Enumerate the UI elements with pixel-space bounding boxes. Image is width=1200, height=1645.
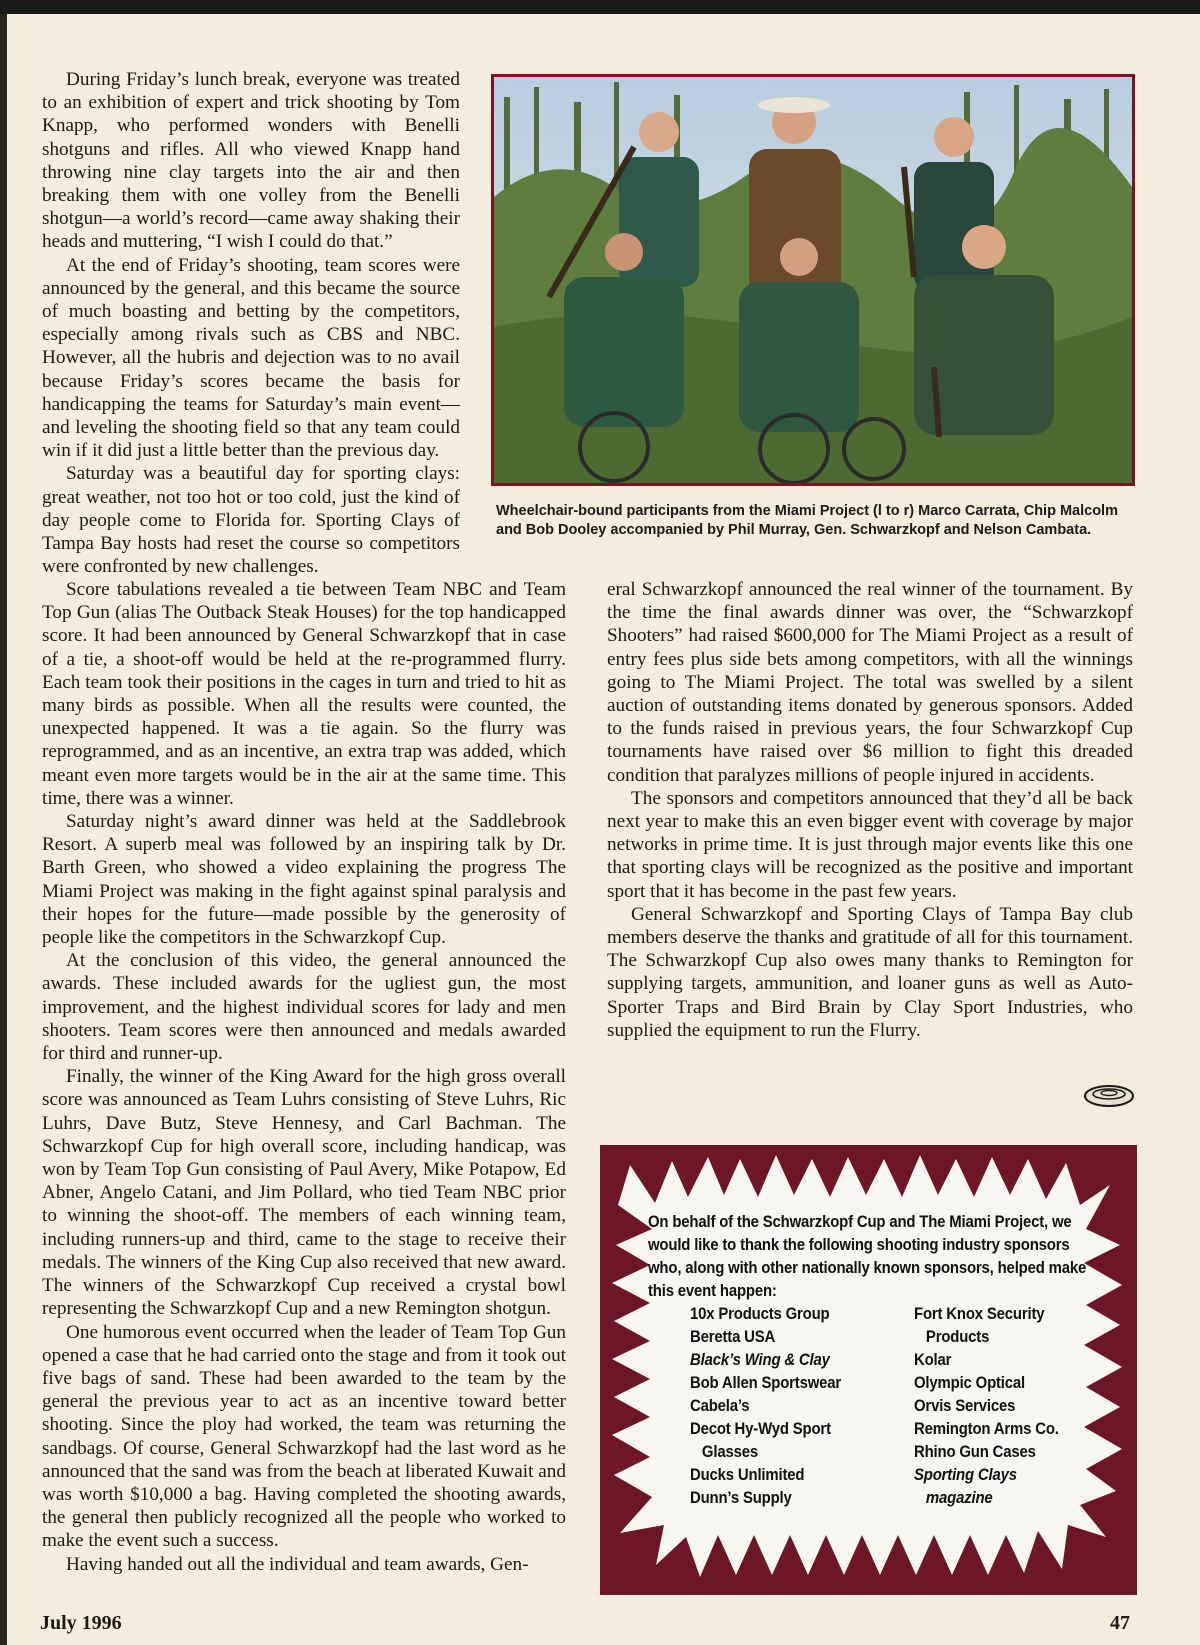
sponsor-item: Bob Allen Sportswear xyxy=(690,1373,842,1392)
paragraph: At the end of Friday’s shooting, team scores were announced by the general, and this became the source of much boasting and betting by the competitors, especially among rivals such as CBS and NBC. However, all the hubris and dejection was to no avail because Friday’s scores became the basis for handicapping the teams for Saturday’s main event—and leveling the shooting field so that any team could win if it did just a little better than the previous day. xyxy=(42,254,460,462)
sponsor-item: Decot Hy-Wyd Sport xyxy=(690,1419,831,1438)
photo-illustration xyxy=(494,77,1132,483)
paragraph: eral Schwarzkopf announced the real winner of the tournament. By the time the final awards dinner was over, the “Schwarzkopf Shooters” had raised $600,000 for The Miami Project as a result of entry fees plus side bets among competitors, with all the winnings going to The Miami Project. The total was swelled by a silent auction of outstanding items donated by generous sponsors. Added to the funds raised in previous years, the four Schwarzkopf Cup tournaments have raised over $6 million to fight this dreaded condition that paralyzes millions of people injured in accidents. xyxy=(607,579,1133,786)
sponsor-list xyxy=(648,1210,1108,1532)
paragraph: The sponsors and competitors announced that they’d all be back next year to make this an even bigger event with coverage by major networks in prime time. It is just through major events like this one that sporting clays will be recognized as the positive and important sport that it has become in the past few years. xyxy=(607,787,1133,902)
paragraph: One humorous event occurred when the leader of Team Top Gun opened a case that he had carried onto the stage and from it took out five bags of sand. These had been awarded to the team by the general the previous year to act as an incentive toward better shooting. Since the ploy had worked, the team was returning the sandbags. Of course, General Schwarzkopf had the last word as he announced that the sand was from the beach at liberated Kuwait and was worth $10,000 a bag. Having completed the shooting awards, the general then publicly recognized all the people who worked to make the event such a success. xyxy=(42,1321,566,1552)
paragraph: During Friday’s lunch break, everyone was treated to an exhibition of expert and trick shooting by Tom Knapp, who performed wonders with Benelli shotguns and rifles. All who viewed Knapp hand throwing nine clay targets into the air and then breaking them with one volley from the Benelli shotgun—a world’s record—came away shaking their heads and muttering, “I wish I could do that.” xyxy=(42,69,460,253)
sponsor-item: Olympic Optical xyxy=(914,1373,1026,1392)
paragraph: Saturday night’s award dinner was held at the Saddlebrook Resort. A superb meal was followed by an inspiring talk by Dr. Barth Green, who showed a video explaining the progress The Miami Project was making in the fight against spinal paralysis and their hopes for the future—made possible by the generosity of people like the competitors in the Schwarzkopf Cup. xyxy=(42,811,566,949)
article-column-right xyxy=(607,578,1133,1042)
sponsor-intro: On behalf of the Schwarzkopf Cup and The Miami Project, we would like to thank the following shooting industry sponsors who, along with other nationally known sponsors, helped make this event happen: xyxy=(648,1212,1087,1300)
top-edge-bar xyxy=(0,0,1200,14)
paragraph: Having handed out all the individual and team awards, Gen- xyxy=(66,1553,529,1575)
photo-caption: Wheelchair-bound participants from the Miami Project (l to r) Marco Carrata, Chip Malcolm and Bob Dooley accompanied by Phil Murray, Gen. Schwarzkopf and Nelson Cambata. xyxy=(496,503,1118,538)
sponsor-item: Cabela’s xyxy=(690,1396,750,1415)
paragraph: Finally, the winner of the King Award for the high gross overall score was announced as Team Luhrs consisting of Steve Luhrs, Ric Luhrs, Dave Butz, Steve Hennesy, and Carl Bachman. The Schwarzkopf Cup for high overall score, including handicap, was won by Team Top Gun consisting of Paul Avery, Mike Potapow, Ed Abner, Angelo Catani, and Jim Pollard, who tied Team NBC prior to winning the shoot-off. The members of each winning team, including runners-up and third, came to the stage to receive their medals. The winners of the King Cup also received that new award. The winners of the Schwarzkopf Cup received a crystal bowl representing the Schwarzkopf Cup and a new Remington shotgun. xyxy=(42,1066,566,1320)
article-column-left xyxy=(42,578,566,1576)
sponsor-column-1 xyxy=(690,1302,858,1509)
sponsor-item: Orvis Services xyxy=(914,1396,1016,1415)
sponsor-item: Sporting Clays xyxy=(914,1465,1017,1484)
sponsor-item: Glasses xyxy=(690,1442,758,1461)
left-page-edge xyxy=(0,14,7,1645)
sponsor-item: Rhino Gun Cases xyxy=(914,1442,1036,1461)
issue-date: July 1996 xyxy=(40,1612,122,1634)
clay-target-icon xyxy=(1083,1082,1135,1110)
paragraph: Score tabulations revealed a tie between Team NBC and Team Top Gun (alias The Outback Steak Houses) for the top handicapped score. It had been announced by General Schwarzkopf that in case of a tie, a shoot-off would be held at the re-programmed flurry. Each team took their positions in the cages in turn and tried to hit as many birds as possible. When all the results were counted, the unexpected happened. It was a tie again. So the flurry was reprogrammed, and as an incentive, an extra trap was added, which meant even more targets would be in the air at the same time. This time, there was a winner. xyxy=(42,579,566,809)
sponsor-columns xyxy=(648,1302,1108,1532)
sponsor-item: Kolar xyxy=(914,1350,952,1369)
team-photo xyxy=(491,74,1135,486)
sponsor-item: Fort Knox Security xyxy=(914,1304,1045,1323)
paragraph: Saturday was a beautiful day for sporting clays: great weather, not too hot or too cold, just the kind of day people come to Florida for. Sporting Clays of Tampa Bay hosts had reset the course so competitors were confronted by new challenges. xyxy=(42,463,460,578)
sponsor-item: Remington Arms Co. xyxy=(914,1419,1059,1438)
article-column-top xyxy=(42,68,460,578)
sponsor-item: Ducks Unlimited xyxy=(690,1465,805,1484)
page-number: 47 xyxy=(1110,1612,1130,1634)
sponsor-item: 10x Products Group xyxy=(690,1304,830,1323)
paragraph: General Schwarzkopf and Sporting Clays of Tampa Bay club members deserve the thanks and gratitude of all for this tournament. The Schwarzkopf Cup also owes many thanks to Remington for supplying targets, ammunition, and loaner guns as well as Auto-Sporter Traps and Bird Brain by Clay Sport Industries, who supplied the equipment to run the Flurry. xyxy=(607,903,1133,1041)
paragraph: At the conclusion of this video, the general announced the awards. These included awards for the ugliest gun, the most improvement, and the highest individual scores for lady and men shooters. Team scores were then announced and medals awarded for third and runner-up. xyxy=(42,950,566,1065)
sponsor-column-2 xyxy=(914,1302,1075,1509)
sponsor-item: magazine xyxy=(914,1488,993,1507)
sponsor-item: Black’s Wing & Clay xyxy=(690,1350,830,1369)
sponsor-item: Products xyxy=(914,1327,990,1346)
sponsor-item: Dunn’s Supply xyxy=(690,1488,792,1507)
sponsor-item: Beretta USA xyxy=(690,1327,776,1346)
sponsor-box xyxy=(600,1145,1137,1595)
